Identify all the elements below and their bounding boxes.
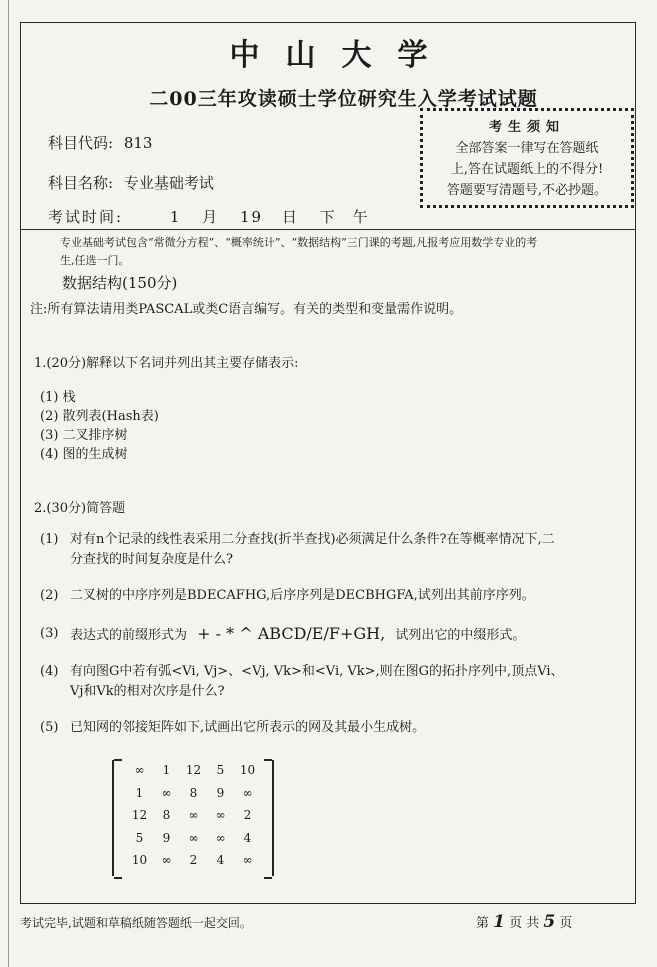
left-margin-rule: [8, 0, 9, 967]
matrix-cell: 2: [189, 853, 198, 867]
sub-number: (1): [40, 532, 59, 547]
sub-number: (3): [40, 626, 59, 641]
sub-text: 有向图G中若有弧<Vi, Vj>、<Vj, Vk>和<Vi, Vk>,则在图G的拓扑序列中,顶点Vi、: [70, 664, 564, 679]
question-2-sub-3: [40, 624, 636, 646]
time-period: 下午: [319, 208, 386, 226]
question-2-sub-4: [40, 662, 636, 702]
page-mid: 页 共: [509, 916, 540, 931]
sub-text: 表达式的前缀形式为: [70, 628, 188, 643]
matrix-cell: ∞: [161, 785, 172, 800]
notice-title: 考生须知: [488, 120, 565, 135]
list-item: (2) 散列表(Hash表): [40, 409, 159, 424]
question-2-sub-1: [40, 530, 636, 570]
subject-code: [48, 132, 152, 153]
matrix-cell: 10: [131, 853, 148, 867]
matrix-cell: 4: [216, 853, 225, 867]
time-month-unit: 月: [202, 208, 220, 226]
matrix-row: [114, 786, 272, 806]
subject-heading: 数据结构(150分): [62, 274, 178, 292]
matrix-cell: ∞: [188, 830, 199, 845]
sub-text: 分查找的时间复杂度是什么?: [70, 552, 233, 567]
sub-text: 对有n个记录的线性表采用二分查找(折半查找)必须满足什么条件?在等概率情况下,二: [70, 532, 555, 547]
sub-text: Vj和Vk的相对次序是什么?: [70, 684, 225, 699]
matrix-cell: ∞: [242, 785, 253, 800]
matrix-row: [114, 808, 272, 828]
matrix-row: [114, 831, 272, 851]
matrix-cell: ∞: [188, 808, 199, 822]
matrix-cell: 10: [239, 763, 256, 777]
matrix-cell: 2: [243, 808, 252, 822]
question-2-sub-5: [40, 718, 636, 738]
code-value: 813: [123, 134, 153, 152]
matrix-cell: ∞: [215, 830, 226, 845]
question-2-sub-2: [40, 586, 636, 606]
prefix-expression: + - * ^ ABCD/E/F+GH,: [197, 624, 386, 643]
matrix-cell: ∞: [161, 853, 172, 867]
matrix-cell: 12: [131, 808, 148, 822]
adjacency-matrix: [112, 760, 274, 876]
intro-text: [60, 234, 630, 270]
question-1-items: [40, 388, 159, 464]
instructions-note: 注:所有算法请用类PASCAL或类C语言编写。有关的类型和变量需作说明。: [30, 302, 463, 317]
matrix-cell: 12: [185, 763, 202, 777]
intro-line: 专业基础考试包含“常微分方程”、“概率统计”、“数据结构”三门课的考题,凡报考应用数学专业的考: [60, 236, 538, 249]
sub-number: (5): [40, 720, 59, 735]
page-number: 1: [493, 912, 505, 932]
list-item: (1) 栈: [40, 390, 76, 405]
question-1-title: 1.(20分)解释以下名词并列出其主要存储表示:: [34, 356, 299, 371]
matrix-cell: 5: [135, 830, 144, 845]
notice-line: 全部答案一律写在答题纸: [455, 141, 599, 156]
name-label: 科目名称:: [48, 174, 114, 192]
matrix-cell: 8: [162, 808, 171, 822]
page-indicator: [476, 912, 572, 932]
notice-line: 答题要写清题号,不必抄题。: [446, 183, 608, 198]
matrix-cell: 1: [162, 763, 171, 777]
matrix-cell: 1: [135, 785, 144, 800]
page-total: 5: [543, 912, 556, 932]
matrix-row: [114, 763, 272, 783]
sub-number: (2): [40, 588, 59, 603]
candidate-notice-box: [420, 108, 634, 208]
list-item: (3) 二叉排序树: [40, 428, 128, 443]
matrix-cell: 9: [216, 785, 225, 800]
time-day: 19: [239, 208, 264, 226]
matrix-row: [114, 853, 272, 873]
sub-number: (4): [40, 664, 59, 679]
footer-instruction: 考试完毕,试题和草稿纸随答题纸一起交回。: [20, 916, 252, 930]
divider: [20, 229, 636, 230]
code-label: 科目代码:: [48, 134, 114, 152]
matrix-cell: 4: [243, 830, 252, 845]
subject-name: [48, 172, 214, 193]
matrix-cell: ∞: [215, 808, 226, 822]
matrix-cell: ∞: [134, 763, 145, 777]
time-month: 1: [169, 208, 182, 226]
notice-line: 上,答在试题纸上的不得分!: [450, 162, 604, 177]
exam-title: 二00三年攻读硕士学位研究生入学考试试题: [149, 88, 538, 110]
time-day-unit: 日: [281, 208, 299, 226]
page-suffix: 页: [559, 916, 573, 931]
sub-text: 二叉树的中序序列是BDECAFHG,后序序列是DECBHGFA,试列出其前序序列。: [70, 588, 535, 603]
time-label: 考试时间:: [48, 208, 124, 226]
matrix-cell: 8: [189, 785, 198, 800]
matrix-cell: ∞: [242, 853, 253, 867]
name-value: 专业基础考试: [123, 174, 214, 192]
question-2-title: 2.(30分)简答题: [34, 501, 126, 516]
intro-line: 生,任选一门。: [60, 254, 130, 267]
list-item: (4) 图的生成树: [40, 447, 128, 462]
matrix-cell: 9: [162, 830, 171, 845]
matrix-cell: 5: [216, 763, 225, 777]
university-title: 中山大学: [229, 38, 454, 73]
sub-text: 试列出它的中缀形式。: [395, 628, 526, 643]
page-prefix: 第: [476, 916, 490, 931]
exam-time: [48, 206, 386, 227]
sub-text: 已知网的邻接矩阵如下,试画出它所表示的网及其最小生成树。: [70, 720, 426, 735]
